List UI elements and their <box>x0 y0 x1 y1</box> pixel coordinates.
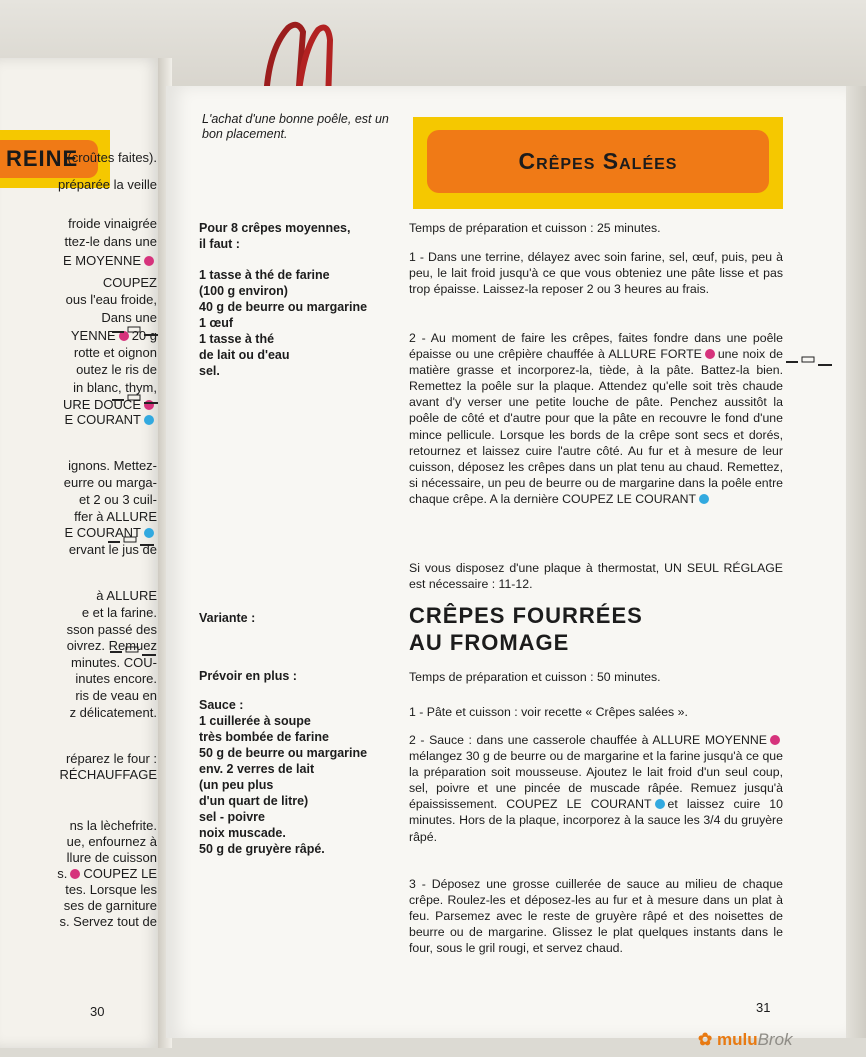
left-page-line <box>64 475 157 490</box>
burner-symbol-icon <box>112 394 160 406</box>
thermostat-note: Si vous disposez d'une plaque à thermostat, UN SEUL RÉGLAGE est nécessaire : 11-12. <box>409 561 783 592</box>
left-page-line <box>66 751 157 766</box>
step-2 <box>409 330 783 507</box>
line-text: ervant le jus de <box>68 542 157 557</box>
line-text: réparez le four : <box>65 751 157 766</box>
line-text: ses de garniture <box>63 898 157 913</box>
line-text: (croûtes faites). <box>67 150 157 165</box>
burner-symbol-icon <box>786 356 834 368</box>
left-page-line <box>67 834 157 849</box>
line-prefix: s. <box>57 866 68 881</box>
line-text: RÉCHAUFFAGE <box>59 767 157 782</box>
left-page-line <box>67 150 157 165</box>
page-number-right: 31 <box>756 1000 771 1015</box>
step-2-part-a: 2 - Au moment de faire les crêpes, faites fondre dans une poêle épaisse ou une crêpière chauffée à ALLURE FORTE <box>409 331 783 362</box>
burner-symbol-icon <box>108 536 156 548</box>
line-text: minutes. COU- <box>71 655 157 670</box>
line-text: et 2 ou 3 cuil- <box>78 492 157 507</box>
variant-step-2 <box>409 732 783 845</box>
watermark-logo <box>698 1030 793 1050</box>
left-page-line <box>79 492 157 507</box>
left-page-line <box>74 345 157 360</box>
line-text: E MOYENNE <box>62 253 141 268</box>
left-page-line <box>101 310 157 325</box>
left-page-line <box>70 705 157 720</box>
left-page-line <box>64 234 157 249</box>
line-text: sson passé des <box>66 622 157 637</box>
prep-time-2: Temps de préparation et cuisson : 50 minutes. <box>409 670 661 684</box>
variant-title <box>409 602 643 656</box>
left-page-line <box>103 275 157 290</box>
line-text: ttez-le dans une <box>64 234 157 249</box>
recipe-title: Crêpes Salées <box>518 148 678 174</box>
line-text: ue, enfournez à <box>66 834 157 849</box>
left-page-line <box>74 509 157 524</box>
watermark-part-2: Brok <box>757 1030 793 1049</box>
step-1: 1 - Dans une terrine, délayez avec soin farine, sel, œuf, puis, peu à peu, le lait froid jusqu'à ce que vous obteniez une pâte lisse et pas trop épaisse. Laissez-la reposer 2 ou 3 heures au frais. <box>409 250 783 297</box>
line-text: à ALLURE <box>96 588 157 603</box>
line-text: Dans une <box>101 310 157 325</box>
pink-dot-icon <box>770 735 780 745</box>
page-quote: L'achat d'une bonne poêle, est un bon placement. <box>202 112 389 141</box>
right-page <box>166 86 846 1038</box>
line-text: E COURANT <box>64 525 141 540</box>
line-text: YENNE <box>70 328 116 343</box>
line-text: s. Servez tout de <box>59 914 157 929</box>
left-page-line <box>67 850 157 865</box>
line-text: ffer à ALLURE <box>74 509 157 524</box>
pink-dot-icon <box>144 256 154 266</box>
line-text: froide vinaigrée <box>68 216 157 231</box>
prevoir-label: Prévoir en plus : <box>199 669 297 683</box>
line-text: tes. Lorsque les <box>65 882 157 897</box>
line-text: e et la farine. <box>81 605 157 620</box>
pink-dot-icon <box>70 869 80 879</box>
prep-time: Temps de préparation et cuisson : 25 minutes. <box>409 221 661 235</box>
line-text: ignons. Mettez- <box>68 458 157 473</box>
line-text: ns la lèchefrite. <box>69 818 157 833</box>
left-title: REINE <box>6 146 79 171</box>
variant-step-2-part-c: et laissez cuire 10 minutes. Hors de la plaque, incorporez à la sauce les 3/4 du gruyère râpé. <box>409 797 783 844</box>
variante-label: Variante : <box>199 611 256 625</box>
left-page-line <box>64 412 157 427</box>
variant-step-1: 1 - Pâte et cuisson : voir recette « Crêpes salées ». <box>409 705 688 719</box>
blue-dot-icon <box>655 799 665 809</box>
step-2-part-b: une noix de matière grasse et incorporez-la, tiède, à la pâte. Battez-la bien. Remettez la poêle sur la plaque. Attendez qu'elle soit très chaude avant d'y verser une petite louche de pâte. Penchez aussitôt la poêle de côté et d'autre pour que la pâte en recouvre le fond d'une mince pellicule. Lorsque les bords de la crêpe sont secs et dorés, retournez et laissez cuire l'autre côté. Au fur et à mesure de leur cuisson, déposez les crêpes dans un plat tenu au chaud. Remettez, si nécessaire, un peu de beurre ou de margarine dans la poêle entre chaque crêpe. A la dernière COUPEZ LE COURANT <box>409 347 784 506</box>
line-text: eurre ou marga- <box>63 475 157 490</box>
left-page-line <box>63 253 157 268</box>
line-suffix: 20 g <box>131 328 157 343</box>
left-page-line <box>66 292 157 307</box>
burner-symbol-icon <box>110 646 158 658</box>
watermark-part-1: ✿ mulu <box>698 1030 758 1049</box>
line-text: E COURANT <box>64 412 141 427</box>
sauce-list: Sauce : 1 cuillerée à soupe très bombée de farine 50 g de beurre ou margarine env. 2 verres de lait (un peu plus d'un quart de litre) sel - poivre noix muscade. 50 g de gruyère râpé. <box>199 698 368 856</box>
line-text: inutes encore. <box>75 671 157 686</box>
left-page-line <box>75 671 157 686</box>
recipe-title-banner <box>413 117 783 209</box>
ingredients-header: Pour 8 crêpes moyennes, il faut : <box>199 221 351 251</box>
left-page-line <box>59 767 157 782</box>
left-page-line <box>76 362 157 377</box>
left-page <box>0 58 163 1048</box>
ingredients-list: 1 tasse à thé de farine (100 g environ) 40 g de beurre ou margarine 1 œuf 1 tasse à thé de lait ou d'eau sel. <box>199 268 368 378</box>
blue-dot-icon <box>699 494 709 504</box>
left-page-line <box>70 818 157 833</box>
left-page-line <box>59 914 157 929</box>
left-page-line <box>58 177 157 192</box>
line-text: in blanc, thym, <box>73 380 157 395</box>
page-edge <box>846 86 866 1038</box>
variant-step-2-part-b: mélangez 30 g de beurre ou de margarine et la farine jusqu'à ce que la préparation soit mousseuse. Ajoutez le lait froid d'un seul coup, sel, poivre et une pincée de muscade râpée. Remuez jusqu'à épaississement. COUPEZ LE COURANT <box>409 749 783 812</box>
left-page-line <box>68 216 157 231</box>
line-text: préparée la veille <box>57 177 157 192</box>
line-text: outez le ris de <box>76 362 157 377</box>
left-page-line <box>68 458 157 473</box>
variant-title-line-1: CRÊPES FOURRÉES <box>409 603 643 628</box>
variant-step-3: 3 - Déposez une grosse cuillerée de sauce au milieu de chaque crêpe. Roulez-les et déposez-les au fur et à mesure dans un plat à feu. Parsemez avec le reste de gruyère râpé et des noisettes de beurre ou de margarine. Glissez le plat quelques instants dans le four, sous le gril rougi, et servez chaud. <box>409 877 783 956</box>
line-text: oivrez. Remuez <box>66 638 157 653</box>
variant-title-line-2: AU FROMAGE <box>409 630 570 655</box>
left-page-line <box>75 688 157 703</box>
left-page-line <box>67 622 157 637</box>
pink-dot-icon <box>705 349 715 359</box>
line-text: ous l'eau froide, <box>65 292 157 307</box>
line-text: z délicatement. <box>69 705 157 720</box>
left-page-line <box>65 882 157 897</box>
line-text: COUPEZ LE <box>83 866 157 881</box>
left-page-line <box>73 380 157 395</box>
left-page-line <box>96 588 157 603</box>
line-text: COUPEZ <box>102 275 157 290</box>
page-number-left: 30 <box>90 1004 105 1019</box>
line-text: llure de cuisson <box>66 850 157 865</box>
line-text: ris de veau en <box>75 688 157 703</box>
left-page-line <box>64 898 157 913</box>
line-text: URE DOUCE <box>62 397 141 412</box>
left-page-line <box>57 866 157 881</box>
burner-symbol-icon <box>112 326 160 338</box>
variant-step-2-part-a: 2 - Sauce : dans une casserole chauffée à ALLURE MOYENNE <box>409 733 767 747</box>
left-page-line <box>82 605 157 620</box>
line-text: rotte et oignon <box>73 345 157 360</box>
blue-dot-icon <box>144 415 154 425</box>
